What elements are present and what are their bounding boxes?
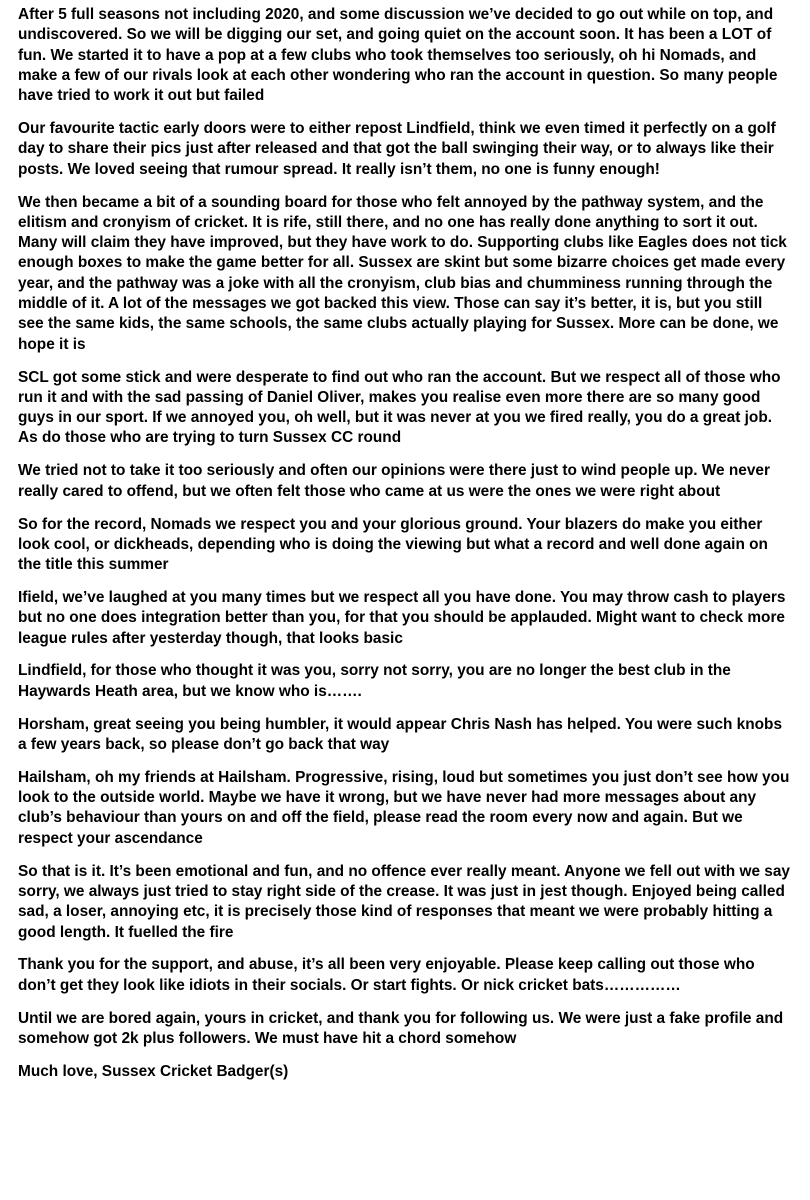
paragraph-lindfield: Lindfield, for those who thought it was you, sorry not sorry, you are no longer the best club in the Haywards Heath area, but we know who is……. xyxy=(18,662,731,700)
paragraph-intro: After 5 full seasons not including 2020, and some discussion we’ve decided to go out while on top, and undiscovered. So we will be digging our set, and going quiet on the account soon. It has been a LOT of fun. We started it to have a pop at a few clubs who took themselves too seriously, oh hi Nomads, and make a few of our rivals look at each other wondering who ran the account in question. So many people have tried to work it out but failed xyxy=(18,6,778,105)
paragraph-nomads: So for the record, Nomads we respect you and your glorious ground. Your blazers do make you either look cool, or dickheads, depending who is doing the viewing but what a record and well done again on the title this summer xyxy=(18,515,768,574)
paragraph-scl: SCL got some stick and were desperate to find out who ran the account. But we respect all of those who run it and with the sad passing of Daniel Oliver, makes you realise even more there are so many good guys in our sport. If we annoyed you, oh well, but it was never at you we fired really, you do a great job. As do those who are trying to turn Sussex CC round xyxy=(18,368,781,447)
paragraph-hailsham: Hailsham, oh my friends at Hailsham. Progressive, rising, loud but sometimes you just don’t see how you look to the outside world. Maybe we have it wrong, but we have never had more messages about any club’s behaviour than yours on and off the field, please read the room every now and again. But we respect your ascendance xyxy=(18,768,790,847)
paragraph-until-bored: Until we are bored again, yours in cricket, and thank you for following us. We were just a fake profile and somehow got 2k plus followers. We must have hit a chord somehow xyxy=(18,1009,784,1047)
paragraph-thank-you: Thank you for the support, and abuse, it’s all been very enjoyable. Please keep calling out those who don’t get they look like idiots in their socials. Or start fights. Or nick cricket bats…………… xyxy=(18,956,755,994)
paragraph-ifield: Ifield, we’ve laughed at you many times but we respect all you have done. You may throw cash to players but no one does integration better than you, for that you should be applauded. Might want to check more league rules after yesterday though, that looks basic xyxy=(18,588,786,647)
paragraph-not-serious: We tried not to take it too seriously and often our opinions were there just to wind people up. We never really cared to offend, but we often felt those who came at us were the ones we were right about xyxy=(18,462,770,500)
paragraph-that-is-it: So that is it. It’s been emotional and fun, and no offence ever really meant. Anyone we fell out with we say sorry, we always just tried to stay right side of the crease. It was just in jest though. Enjoyed being called sad, a loser, annoying etc, it is precisely those kind of responses that meant we were probably hitting a good length. It fuelled the fire xyxy=(18,862,790,941)
paragraph-favourite-tactic: Our favourite tactic early doors were to either repost Lindfield, think we even timed it perfectly on a golf day to share their pics just after released and that got the ball swinging their way, or to always like their posts. We loved seeing that rumour spread. It really isn’t them, no one is funny enough! xyxy=(18,120,776,178)
paragraph-pathway-system: We then became a bit of a sounding board for those who felt annoyed by the pathway system, and the elitism and cronyism of cricket. It is rife, still there, and no one has really done anything to sort it out. Many will claim they have improved, but they have work to do. Supporting clubs like Eagles does not tick enough boxes to make the game better for all. Sussex are skint but some bizarre choices get made every year, and the pathway was a joke with all the cronyism, club bias and chumminess running through the middle of it. A lot of the messages we got backed this view. Those can say it’s better, it is, but you still see the same kids, the same schools, the same clubs actually playing for Sussex. More can be done, we hope it is xyxy=(18,193,787,353)
paragraph-horsham: Horsham, great seeing you being humbler, it would appear Chris Nash has helped. You were such knobs a few years back, so please don’t go back that way xyxy=(18,715,782,753)
paragraph-sign-off: Much love, Sussex Cricket Badger(s) xyxy=(18,1062,289,1080)
